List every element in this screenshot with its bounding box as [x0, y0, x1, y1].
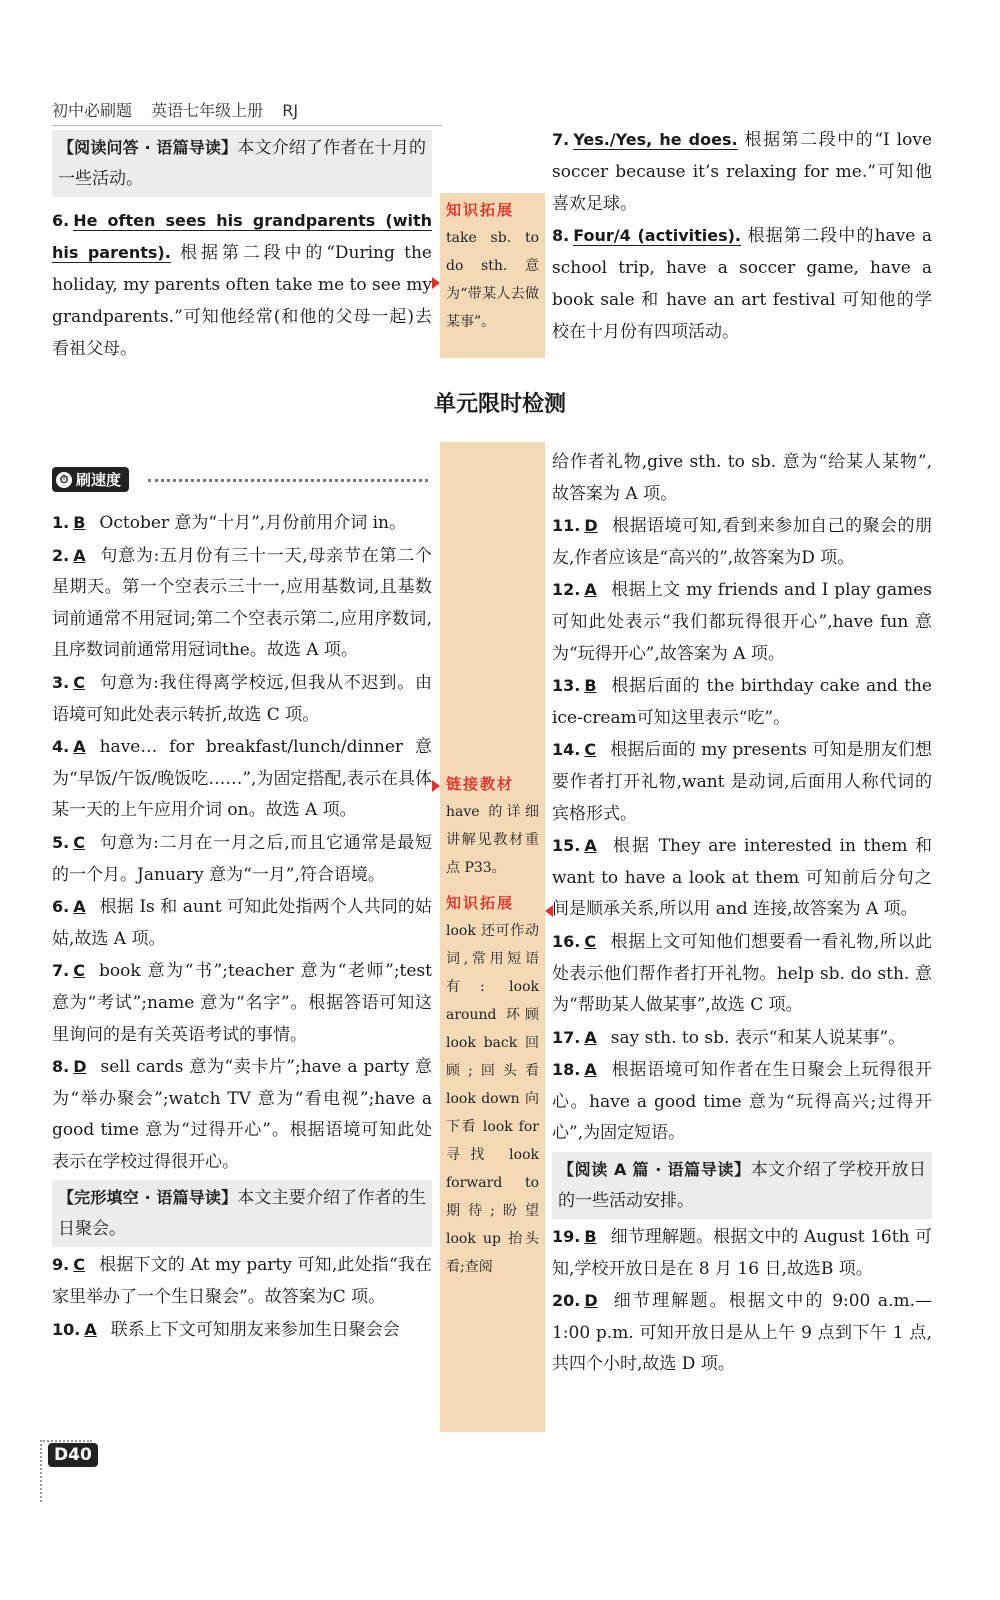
item-explanation: book 意为“书”;teacher 意为“老师”;test 意为“考试”;name 意为“名字”。根据答语可知这里询问的是有关英语考试的事情。 [52, 961, 432, 1045]
side-panel-text: take sb. to do sth. 意为“带某人去做某事”。 [446, 230, 539, 330]
item-explanation: October 意为“十月”,月份前用介词 in。 [99, 513, 406, 533]
header-rule [52, 125, 442, 126]
side-panel-link-title: 链接教材 [446, 775, 515, 793]
header-edition: RJ [282, 101, 299, 120]
side-panel-extension-title: 知识拓展 [446, 894, 515, 912]
item-explanation: 根据语境可知,看到来参加自己的聚会的朋友,作者应该是“高兴的”,故答案为D 项。 [552, 516, 932, 568]
item-explanation: 联系上下文可知朋友来参加生日聚会会 [110, 1319, 400, 1340]
answer-list-right [552, 447, 932, 1150]
item-number: 11. [552, 516, 581, 536]
item-number: 6. [52, 897, 70, 917]
speed-label: 刷速度 [76, 471, 122, 489]
answer-item-6 [52, 205, 432, 365]
item-explanation: sell cards 意为“卖卡片”;have a party 意为“举办聚会”;watch TV 意为“看电视”;have a good time 意为“过得开心”。根据语境可知此处表示在学校过得很开心。 [52, 1057, 432, 1172]
answer-item-7 [552, 124, 932, 220]
item-answer: C [73, 672, 85, 692]
speed-header [52, 467, 432, 493]
answer-item [52, 827, 432, 891]
item-number: 8. [52, 1057, 70, 1077]
speed-badge [52, 467, 129, 492]
item-answer: A [84, 1319, 97, 1339]
answer-item [552, 574, 932, 670]
item-answer: C [584, 931, 597, 951]
item-answer: A [73, 737, 86, 757]
reading-guide-text: 本文介绍了作者在十月的一些活动。 [58, 138, 426, 189]
running-header [52, 98, 312, 121]
item-number: 20. [552, 1291, 581, 1311]
item-number: 8. [552, 226, 570, 245]
answer-item [552, 1054, 932, 1150]
answer-list-left [52, 507, 432, 1178]
answer-item [52, 1314, 432, 1347]
answer-item [52, 507, 432, 540]
item-answer: Yes./Yes, he does. [573, 130, 738, 149]
answer-item [552, 670, 932, 734]
item-explanation: 根据第二段中的“During the holiday, my parents often take me to see my grandparents.”可知他经常(和他的父母一起)去看祖父母。 [52, 243, 433, 359]
answer-item [52, 731, 432, 827]
answer-item [52, 891, 432, 955]
pointer-arrow-icon [432, 780, 440, 792]
item-number: 2. [52, 545, 70, 565]
answer-item-8 [552, 220, 932, 348]
item-number: 14. [552, 740, 581, 760]
item-number: 6. [52, 211, 70, 230]
item-answer: C [73, 832, 85, 852]
item-number: 15. [552, 836, 581, 856]
answer-list-left-2 [52, 1249, 432, 1346]
item-number: 17. [552, 1027, 581, 1047]
section-title: 单元限时检测 [433, 392, 566, 417]
answer-item [552, 830, 932, 926]
item-explanation: 根据上文可知他们想要看一看礼物,所以此处表示他们帮作者打开礼物。help sb. do sth. 意为“帮助某人做某事”,故选 C 项。 [552, 931, 932, 1016]
item-number: 12. [552, 580, 581, 600]
item-number: 5. [52, 832, 70, 852]
item-explanation: 细节理解题。根据文中的 9:00 a.m.—1:00 p.m. 可知开放日是从上午 9 点到下午 1 点,共四个小时,故选 D 项。 [552, 1291, 932, 1375]
item-answer: Four/4 (activities). [573, 226, 742, 245]
top-right-column [552, 124, 932, 348]
answer-item [52, 540, 432, 667]
item-answer: D [584, 516, 598, 536]
item-answer: D [584, 1291, 598, 1311]
item-explanation: 根据后面的 my presents 可知是朋友们想要作者打开礼物,want 是动词,后面用人称代词的宾格形式。 [552, 740, 932, 824]
side-panel-extension [440, 193, 545, 358]
answer-item [52, 955, 432, 1051]
header-book: 初中必刷题 [52, 101, 133, 120]
answer-item [552, 926, 932, 1022]
item-number: 16. [552, 931, 581, 951]
side-panel-link-text: have 的详细讲解见教材重点 P33。 [446, 804, 539, 876]
item-answer: C [73, 1255, 85, 1275]
item-number: 7. [52, 961, 70, 981]
side-panel-extension-text: look 还可作动词,常用短语有: look around 环顾 look back 回顾;回头看 look down 向下看 look for 寻找 look forward to 期待;盼望 look up 抬头看;查阅 [446, 923, 539, 1275]
item-number: 9. [52, 1255, 70, 1275]
item-answer: B [584, 1227, 597, 1247]
item-answer: A [584, 580, 597, 600]
item-number: 10. [52, 1319, 81, 1339]
item-answer: He often sees his grandparents (with his parents). [52, 211, 432, 262]
item-answer: A [73, 897, 86, 917]
item-answer: A [584, 1027, 597, 1047]
reading-guide-tag: 【阅读问答 · 语篇导读】 [58, 138, 238, 157]
item-answer: A [73, 545, 86, 565]
answer-item [52, 1051, 432, 1178]
answers-left-column [52, 507, 432, 1346]
cloze-guide-box [52, 1180, 432, 1247]
reading-guide-box [52, 130, 432, 197]
answers-right-column [552, 447, 932, 1381]
item-explanation: 根据语境可知作者在生日聚会上玩得很开心。have a good time 意为“玩得高兴;过得开心”,为固定短语。 [552, 1060, 932, 1144]
item-explanation: 根据第二段中的“I love soccer because it’s relaxing for me.”可知他喜欢足球。 [552, 130, 933, 214]
item-number: 13. [552, 676, 581, 696]
item-number: 4. [52, 737, 70, 757]
answer-item [552, 1285, 932, 1381]
item-answer: B [584, 676, 597, 696]
item-explanation: 句意为:二月在一月之后,而且它通常是最短的一个月。January 意为“一月”,符合语境。 [52, 832, 432, 885]
item-explanation: 根据上文 my friends and I play games 可知此处表示“我们都玩得很开心”,have fun 意为“玩得开心”,故答案为 A 项。 [552, 580, 932, 664]
answer-item [552, 1022, 932, 1055]
item-answer: B [73, 513, 86, 532]
cloze-guide-text: 本文主要介绍了作者的生日聚会。 [58, 1188, 426, 1240]
item-explanation: 根据 Is 和 aunt 可知此处指两个人共同的姑姑,故选 A 项。 [52, 897, 432, 949]
item-explanation: 给作者礼物,give sth. to sb. 意为“给某人某物”,故答案为 A 项。 [552, 452, 932, 504]
item-answer: D [73, 1057, 87, 1077]
item-answer: A [584, 836, 597, 856]
answer-item [552, 734, 932, 830]
pointer-arrow-icon [432, 277, 440, 289]
top-left-column [52, 130, 432, 365]
clock-icon: ⏱ [56, 472, 72, 488]
answer-item [52, 667, 432, 731]
item-explanation: 根据下文的 At my party 可知,此处指“我在家里举办了一个生日聚会”。故答案为C 项。 [52, 1255, 432, 1308]
item-explanation: say sth. to sb. 表示“和某人说某事”。 [610, 1027, 906, 1048]
item-answer: C [584, 740, 597, 760]
reading-a-guide-tag: 【阅读 A 篇 · 语篇导读】 [558, 1160, 751, 1180]
item-explanation: have… for breakfast/lunch/dinner 意为“早饭/午饭/晚饭吃……”,为固定搭配,表示在具体某一天的上午应用介词 on。故选 A 项。 [52, 737, 432, 821]
header-subject: 英语七年级上册 [151, 101, 264, 120]
page-number: D40 [48, 1443, 98, 1467]
reading-a-guide-text: 本文介绍了学校开放日的一些活动安排。 [558, 1160, 926, 1212]
answer-list-right-2 [552, 1221, 932, 1381]
item-number: 18. [552, 1060, 581, 1080]
side-panel-notes [440, 442, 545, 1432]
item-explanation: 根据后面的 the birthday cake and the ice-cream可知这里表示“吃”。 [552, 676, 932, 728]
item-number: 3. [52, 672, 70, 692]
item-explanation: 细节理解题。根据文中的 August 16th 可知,学校开放日是在 8 月 16 日,故选B 项。 [552, 1227, 932, 1279]
reading-a-guide-box [552, 1152, 932, 1219]
item-number: 1. [52, 513, 70, 532]
answer-item [552, 510, 932, 574]
item-answer: A [584, 1060, 597, 1080]
item-explanation: 句意为:五月份有三十一天,母亲节在第二个星期天。第一个空表示三十一,应用基数词,且基数词前通常不用冠词;第二个空表示第二,应用序数词,且序数词前通常用冠词the。故选 A 项。 [52, 545, 432, 661]
item-number: 19. [552, 1227, 581, 1247]
answer-item [552, 1221, 932, 1285]
answer-item [52, 1249, 432, 1313]
item-number: 7. [552, 130, 570, 149]
answer-item [552, 447, 932, 510]
cloze-guide-tag: 【完形填空 · 语篇导读】 [58, 1188, 238, 1208]
item-answer: C [73, 961, 85, 981]
dotted-divider [148, 479, 428, 482]
side-panel-title: 知识拓展 [446, 201, 515, 219]
item-explanation: 句意为:我住得离学校远,但我从不迟到。由语境可知此处表示转折,故选 C 项。 [52, 672, 432, 725]
item-explanation: 根据 They are interested in them 和 want to have a look at them 可知前后分句之间是顺承关系,所以用 and 连接,故答案为 A 项。 [552, 836, 932, 920]
item-explanation: 根据第二段中的have a school trip, have a soccer game, have a book sale 和 have an art festival 可知他的学校在十月份有四项活动。 [552, 226, 933, 342]
